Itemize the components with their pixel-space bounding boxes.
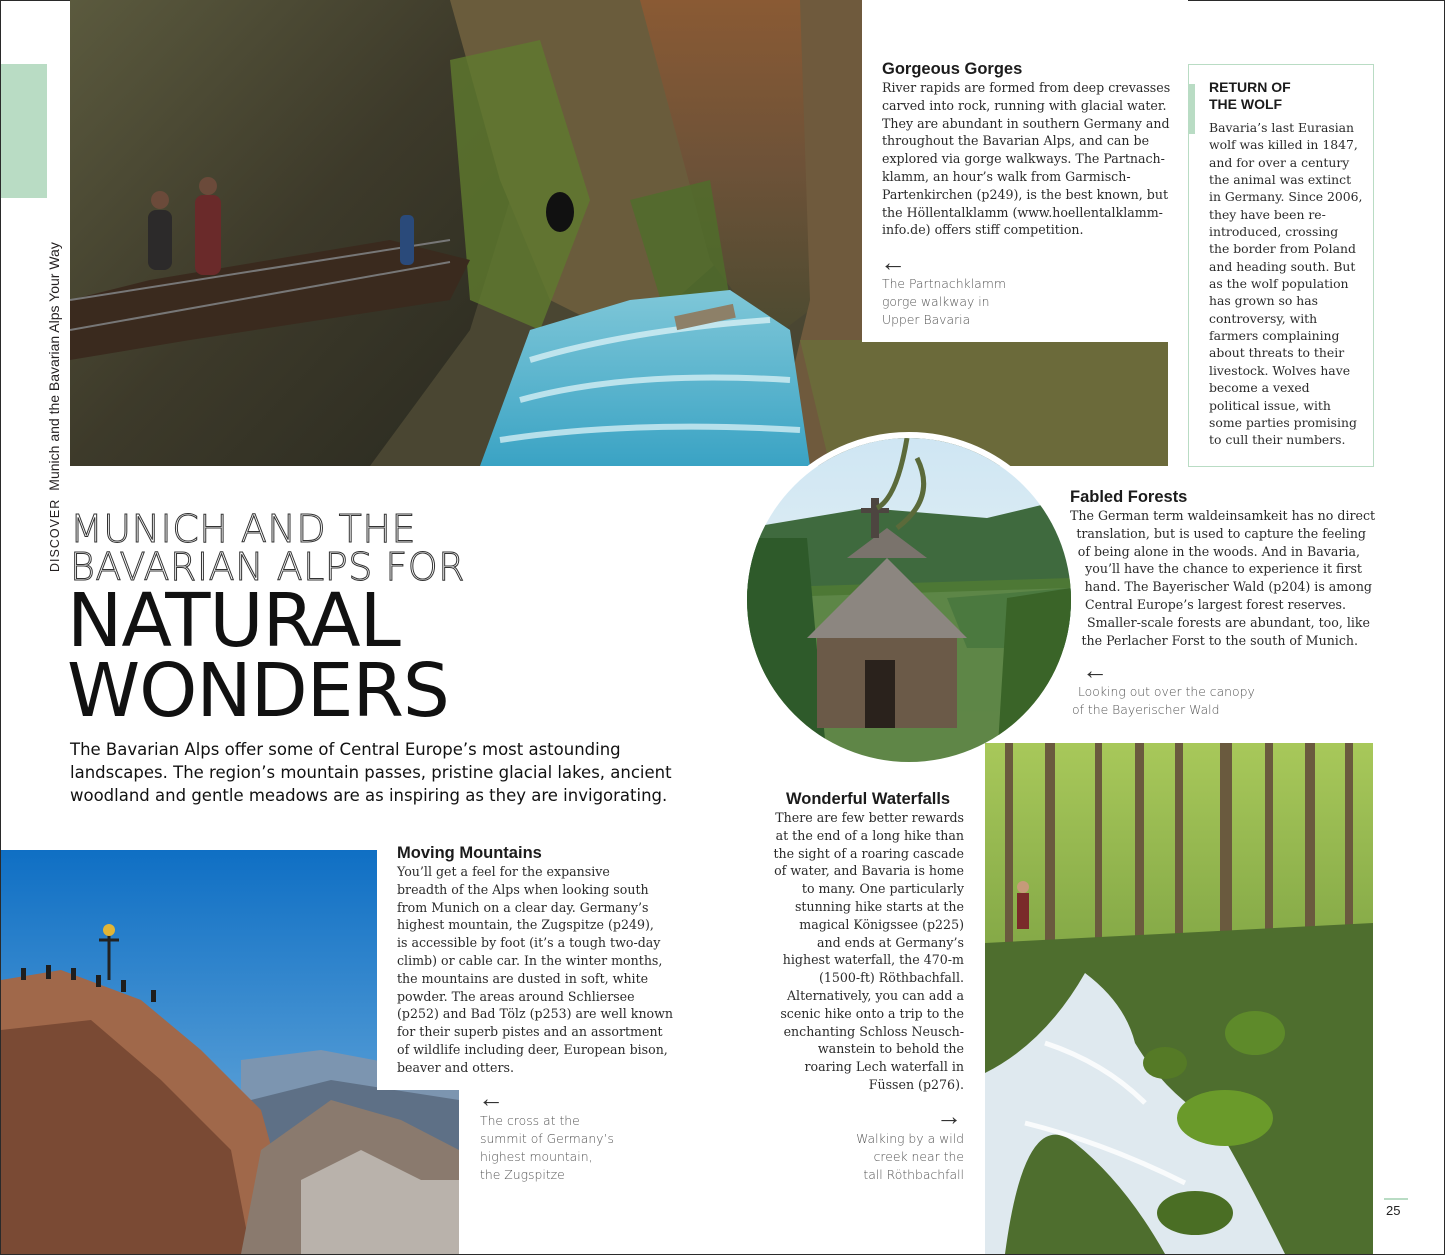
wolf-line: the border from Poland [1209,241,1356,257]
caption-line: The Partnachklamm [882,276,1006,291]
caption-line: gorge walkway in [882,294,990,309]
mountains-line: powder. The areas around Schliersee [397,988,635,1004]
waterfalls-line: at the end of a long hike than [775,827,964,843]
waterfalls-line: wanstein to behold the [817,1041,964,1057]
waterfalls-line: Füssen (p276). [868,1076,964,1092]
left-arrow-icon: ← [478,1083,504,1113]
waterfalls-line: magical Königssee (p225) [799,916,964,932]
wolf-line: as the wolf population [1209,276,1349,292]
wolf-line: some parties promising [1209,414,1357,430]
wolf-heading-line: THE WOLF [1209,96,1283,112]
mountains-line: the mountains are dusted in soft, white [397,970,649,986]
wolf-line: and for over a century [1209,154,1350,170]
left-arrow-icon: ← [880,247,906,277]
gorges-line: They are abundant in southern Germany and [882,115,1170,131]
mountains-caption [480,1112,614,1184]
caption-line: tall Röthbachfall [863,1167,964,1182]
wolf-line: in Germany. Since 2006, [1209,189,1363,205]
headline-large [67,578,449,734]
forests-line: the Perlacher Forst to the south of Munich. [1081,632,1358,648]
wolf-line: farmers complaining [1209,328,1340,344]
waterfalls-line: scenic hike onto a trip to the [780,1005,964,1021]
wolf-line: become a vexed [1209,380,1310,396]
waterfalls-line: the sight of a roaring cascade [773,845,964,861]
wolf-line: the animal was extinct [1209,172,1352,188]
mountains-line: climb) or cable car. In the winter months, [397,952,663,968]
caption-line: the Zugspitze [480,1167,565,1182]
mountains-line: (p252) and Bad Tölz (p253) are well known [397,1006,674,1022]
gorges-line: the Höllentalklamm (www.hoellentalklamm- [882,204,1163,220]
forests-line: Smaller-scale forests are abundant, too, like [1087,614,1370,630]
gorges-line: River rapids are formed from deep crevasses [882,80,1171,95]
gorges-line: klamm, an hour’s walk from Garmisch- [882,168,1131,184]
caption-line: The cross at the [480,1113,580,1128]
running-head-title: Munich and the Bavarian Alps Your Way [46,242,62,491]
forests-line: Central Europe’s largest forest reserves. [1085,596,1346,612]
waterfalls-line: to many. One particularly [801,881,964,897]
wolf-body [1209,119,1369,449]
wolf-line: they have been re- [1209,206,1326,222]
gorges-line: throughout the Bavarian Alps, and can be [882,133,1150,149]
headline-small-line: BAVARIAN ALPS FOR [70,545,466,589]
wolf-line: about threats to their [1209,345,1345,361]
forests-line: translation, but is used to capture the feeling [1076,525,1366,541]
mountains-line: for their superb pistes and an assortment [397,1024,663,1040]
wolf-line: controversy, with [1209,310,1318,326]
mountains-body [397,863,677,1077]
wolf-line: and heading south. But [1209,258,1356,274]
waterfalls-line: roaring Lech waterfall in [804,1059,964,1075]
mountains-line: of wildlife including deer, European bison, [397,1041,668,1057]
forest-circle-photo [741,432,1077,768]
mountains-line: is accessible by foot (it’s a tough two-day [397,935,661,951]
headline-small-line: MUNICH AND THE [70,507,416,551]
waterfalls-heading: Wonderful Waterfalls [786,790,951,808]
caption-line: Upper Bavaria [882,312,971,327]
forests-caption [1072,683,1255,719]
caption-line: highest mountain, [480,1149,593,1164]
mountains-line: highest mountain, the Zugspitze (p249), [397,917,654,933]
gorges-line: Partenkirchen (p249), is the best known, but [882,186,1169,202]
section-tab [1,64,47,198]
wolf-line: has grown so has [1209,293,1318,309]
wolf-line: political issue, with [1209,397,1331,413]
wolf-line: wolf was killed in 1847, [1209,137,1358,153]
wolf-heading [1209,79,1291,113]
waterfalls-line: (1500-ft) Röthbachfall. [818,970,964,986]
forests-line: hand. The Bayerischer Wald (p204) is among [1084,579,1372,595]
waterfalls-line: There are few better rewards [775,810,964,825]
headline-large-line: WONDERS [67,648,449,734]
gorges-line: carved into rock, running with glacial water. [882,97,1167,113]
headline-small [70,507,466,589]
gorges-line: explored via gorge walkways. The Partnach- [882,151,1165,167]
caption-line: summit of Germany’s [480,1131,614,1146]
forests-line: you’ll have the chance to experience it first [1085,561,1362,577]
caption-line: Walking by a wild [856,1131,964,1146]
caption-line: of the Bayerischer Wald [1072,702,1220,717]
mountains-line: breadth of the Alps when looking south [397,881,649,897]
waterfalls-line: highest waterfall, the 470-m [782,952,964,968]
mountains-heading: Moving Mountains [397,844,542,862]
forests-line: The German term waldeinsamkeit has no direct [1070,508,1376,523]
mountains-line: from Munich on a clear day. Germany’s [397,899,649,915]
headline-large-line: NATURAL [67,578,400,664]
forests-heading: Fabled Forests [1070,488,1188,506]
wolf-line: livestock. Wolves have [1209,362,1351,378]
mountains-line: You’ll get a feel for the expansive [397,864,610,879]
running-head [46,242,62,572]
page-number: 25 [1386,1203,1401,1218]
waterfalls-line: enchanting Schloss Neusch- [783,1023,964,1039]
waterfalls-line: and ends at Germany’s [816,934,964,950]
running-head-section: DISCOVER [48,498,62,572]
waterfalls-line: stunning hike starts at the [794,898,964,914]
forests-line: of being alone in the woods. And in Bavaria, [1077,543,1360,559]
creek-photo [985,743,1373,1254]
gorges-caption [882,275,1006,329]
gorges-line: info.de) offers stiff competition. [882,222,1084,238]
forests-body [1070,507,1376,649]
waterfalls-line: of water, and Bavaria is home [774,863,964,879]
waterfalls-body [760,809,964,1094]
page-number-rule [1384,1198,1408,1200]
wolf-line: introduced, crossing [1209,224,1339,240]
wolf-line: to cull their numbers. [1209,432,1346,448]
gorges-body [882,79,1182,239]
left-arrow-icon: ← [1082,655,1108,685]
caption-line: creek near the [873,1149,964,1164]
mountains-line: beaver and otters. [397,1059,514,1075]
waterfalls-caption [800,1130,964,1184]
right-arrow-icon: → [936,1101,962,1131]
waterfalls-line: Alternatively, you can add a [786,987,964,1003]
intro-paragraph: The Bavarian Alps offer some of Central Europe’s most astounding landscapes. The region’s mountain passes, pristine glacial lakes, ancient woodland and gentle meadows are as inspiring as they are invigorating. [70,740,672,805]
wolf-heading-line: RETURN OF [1209,79,1291,95]
caption-line: Looking out over the canopy [1078,684,1255,699]
gorges-heading: Gorgeous Gorges [882,60,1023,78]
wolf-line: Bavaria’s last Eurasian [1209,120,1355,135]
wolf-accent-bar [1189,84,1195,134]
